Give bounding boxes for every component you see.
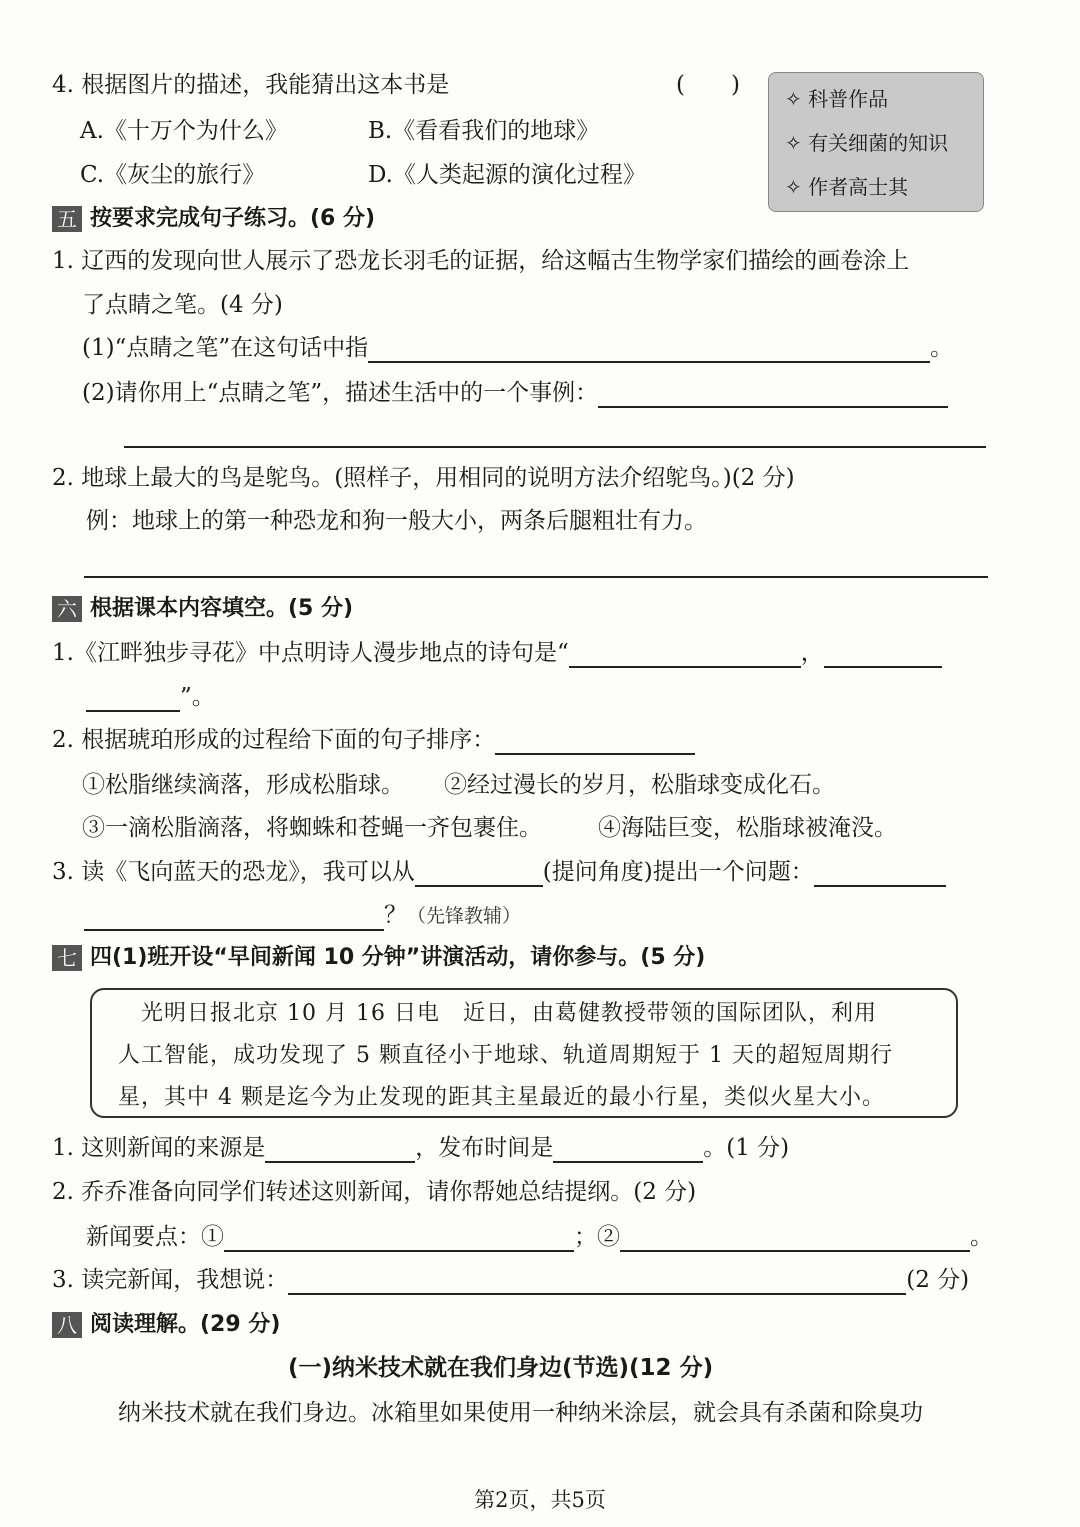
news-line: 光明日报北京 10 月 16 日电 近日，由葛健教授带领的国际团队，利用 [118, 1001, 877, 1026]
sec5-q1-sub2-text: (2)请你用上“点睛之笔”，描述生活中的一个事例： [82, 380, 599, 406]
q4-option-b: B.《看看我们的地球》 [368, 118, 600, 144]
sec5-q2: 2. 地球上最大的鸟是鸵鸟。(照样子，用相同的说明方法介绍鸵鸟。)(2 分) [52, 465, 795, 491]
answer-blank[interactable] [569, 640, 801, 668]
section-title: 四(1)班开设“早间新闻 10 分钟”讲演活动，请你参与。(5 分) [90, 945, 706, 970]
answer-blank[interactable] [415, 859, 543, 887]
news-line: 人工智能，成功发现了 5 颗直径小于地球、轨道周期短于 1 天的超短周期行 [118, 1043, 893, 1068]
answer-line[interactable] [124, 446, 986, 448]
watermark-text: （先锋教辅） [407, 905, 522, 927]
sec6-q1-cont [86, 682, 215, 712]
section-six-header [52, 593, 353, 624]
answer-blank[interactable] [598, 380, 948, 408]
sec7-q1 [52, 1133, 789, 1163]
hint-item: ✧ 作者高士其 [785, 175, 909, 199]
period: 。 [930, 335, 954, 361]
section-title: 根据课本内容填空。(5 分) [90, 596, 354, 621]
news-box [90, 988, 958, 1118]
answer-blank[interactable] [265, 1135, 415, 1163]
sec5-q1-line2: 了点睛之笔。(4 分) [82, 292, 283, 318]
hint-item: ✧ 有关细菌的知识 [785, 131, 949, 155]
sec5-q1-sub1 [82, 333, 953, 363]
section-number: 五 [52, 206, 82, 232]
passage-line: 纳米技术就在我们身边。冰箱里如果使用一种纳米涂层，就会具有杀菌和除臭功 [118, 1400, 923, 1426]
sec7-q1-text: 1. 这则新闻的来源是 [52, 1135, 266, 1161]
sentence-3: ③一滴松脂滴落，将蜘蛛和苍蝇一齐包裹住。 [82, 815, 542, 841]
sec6-q3-mid: (提问角度)提出一个问题： [542, 859, 814, 885]
q4-hint-box [768, 72, 984, 212]
page-footer: 第2页，共5页 [474, 1488, 606, 1512]
sentence-4: ④海陆巨变，松脂球被淹没。 [598, 815, 897, 841]
sec6-q2-text: 2. 根据琥珀形成的过程给下面的句子排序： [52, 727, 496, 753]
answer-line[interactable] [84, 576, 988, 578]
section-title: 按要求完成句子练习。(6 分) [90, 206, 376, 231]
points-mid: ；② [574, 1224, 620, 1250]
sec6-q1-text: 1.《江畔独步寻花》中点明诗人漫步地点的诗句是“ [52, 640, 569, 666]
sec7-q3 [52, 1265, 969, 1295]
section-eight-header [52, 1309, 280, 1340]
points-label: 新闻要点：① [86, 1224, 224, 1250]
section-number: 八 [52, 1312, 82, 1338]
section-five-header [52, 203, 375, 234]
answer-blank[interactable] [495, 727, 695, 755]
answer-blank[interactable] [224, 1224, 574, 1252]
sec7-points [86, 1222, 993, 1252]
answer-blank[interactable] [553, 1135, 703, 1163]
section-seven-header [52, 942, 705, 973]
answer-blank[interactable] [288, 1267, 906, 1295]
section-number: 七 [52, 945, 82, 971]
sec6-q3 [52, 857, 946, 887]
sec7-q2: 2. 乔乔准备向同学们转述这则新闻，请你帮她总结提纲。(2 分) [52, 1179, 697, 1205]
answer-blank[interactable] [84, 903, 384, 931]
q4-stem: 4. 根据图片的描述，我能猜出这本书是 [52, 72, 450, 98]
sec7-q1-end: 。(1 分) [703, 1135, 790, 1161]
news-line: 星，其中 4 颗是迄今为止发现的距其主星最近的最小行星，类似火星大小。 [118, 1085, 885, 1110]
sec6-q3-cont [84, 900, 521, 931]
period: 。 [970, 1224, 993, 1250]
sec5-q1-sub2 [82, 378, 948, 408]
question-mark: ？ [384, 902, 407, 928]
answer-blank[interactable] [620, 1224, 970, 1252]
q4-option-c: C.《灰尘的旅行》 [80, 162, 266, 188]
q4-option-d: D.《人类起源的演化过程》 [368, 162, 646, 188]
answer-blank[interactable] [86, 684, 180, 712]
answer-blank[interactable] [824, 640, 942, 668]
answer-blank[interactable] [368, 335, 930, 363]
sec5-example: 例：地球上的第一种恐龙和狗一般大小，两条后腿粗壮有力。 [86, 508, 707, 534]
sec6-q3-text: 3. 读《飞向蓝天的恐龙》，我可以从 [52, 859, 415, 885]
sec5-q1-sub1-text: (1)“点睛之笔”在这句话中指 [82, 335, 369, 361]
q4-option-a: A.《十万个为什么》 [80, 118, 288, 144]
q4-answer-paren[interactable]: ( ) [676, 72, 740, 98]
sec6-q2 [52, 725, 695, 755]
sentence-2: ②经过漫长的岁月，松脂球变成化石。 [444, 772, 835, 798]
sec7-q1-mid: ，发布时间是 [415, 1135, 554, 1161]
passage-title: (一)纳米技术就在我们身边(节选)(12 分) [288, 1355, 714, 1381]
sec5-q1-line1: 1. 辽西的发现向世人展示了恐龙长羽毛的证据，给这幅古生物学家们描绘的画卷涂上 [52, 248, 910, 274]
close-quote: ”。 [180, 684, 215, 710]
hint-item: ✧ 科普作品 [785, 87, 889, 111]
sec7-q3-text: 3. 读完新闻，我想说： [52, 1267, 289, 1293]
answer-blank[interactable] [814, 859, 946, 887]
sec6-q1 [52, 638, 942, 668]
sentence-1: ①松脂继续滴落，形成松脂球。 [82, 772, 404, 798]
comma: ， [800, 640, 824, 666]
section-title: 阅读理解。(29 分) [90, 1312, 281, 1337]
section-number: 六 [52, 596, 82, 622]
score: (2 分) [906, 1267, 970, 1293]
